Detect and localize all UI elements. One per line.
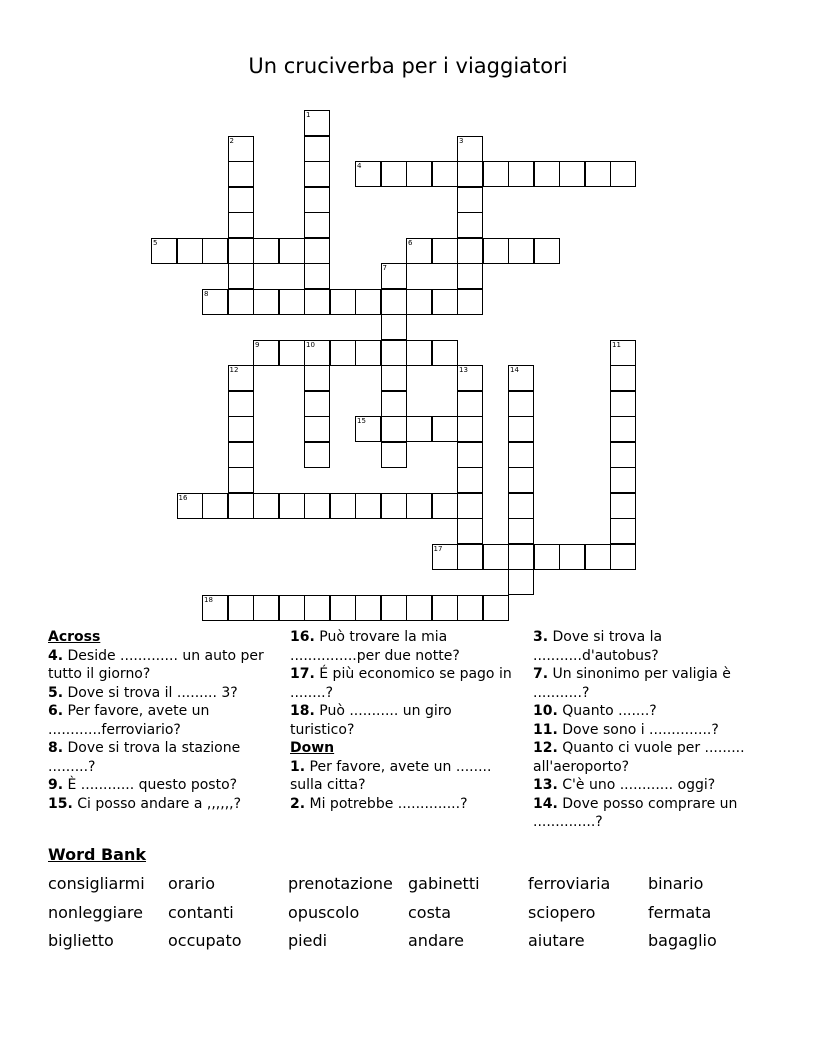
word-bank-item: bagaglio bbox=[648, 931, 717, 950]
grid-cell[interactable] bbox=[610, 467, 636, 493]
grid-cell[interactable] bbox=[457, 442, 483, 468]
clue-item bbox=[533, 795, 755, 832]
clue-item-text: Per favore, avete un ........ sulla citta? bbox=[290, 758, 492, 793]
grid-cell[interactable] bbox=[304, 416, 330, 442]
clue-item-text: Per favore, avete un ............ferroviario? bbox=[48, 703, 210, 738]
clue-number: 14 bbox=[510, 366, 519, 374]
grid-cell[interactable] bbox=[304, 187, 330, 213]
clue-item-number: 5. bbox=[48, 684, 64, 701]
clue-section-header: Down bbox=[290, 740, 335, 756]
clue-item bbox=[533, 739, 755, 776]
grid-cell[interactable] bbox=[304, 442, 330, 468]
grid-cell[interactable] bbox=[355, 161, 381, 187]
word-bank-item: prenotazione bbox=[288, 874, 393, 893]
clue-number: 9 bbox=[255, 340, 260, 349]
clue-item bbox=[290, 628, 518, 665]
clue-number: 2 bbox=[229, 136, 234, 145]
clue-item-number: 10. bbox=[533, 703, 558, 719]
clue-number: 13 bbox=[459, 366, 468, 374]
word-bank-item: fermata bbox=[648, 903, 712, 922]
grid-cell[interactable] bbox=[508, 391, 534, 417]
clue-item-text: É più economico se pago in ........? bbox=[290, 666, 512, 701]
grid-cell[interactable] bbox=[228, 391, 254, 417]
grid-cell[interactable] bbox=[483, 544, 509, 570]
grid-cell[interactable] bbox=[330, 595, 356, 621]
clue-item-text: Quanto .......? bbox=[557, 703, 657, 719]
grid-cell[interactable] bbox=[177, 493, 203, 519]
grid-cell[interactable] bbox=[508, 467, 534, 493]
grid-cell[interactable] bbox=[508, 416, 534, 442]
grid-cell[interactable] bbox=[253, 238, 279, 264]
clue-item-number: 1. bbox=[290, 758, 306, 775]
grid-cell[interactable] bbox=[228, 289, 254, 315]
word-bank-item: contanti bbox=[168, 903, 234, 922]
grid-cell[interactable] bbox=[457, 595, 483, 621]
clue-item-text: Deside ............. un auto per tutto il giorno? bbox=[48, 647, 264, 682]
clue-item-number: 16. bbox=[290, 629, 315, 645]
grid-cell[interactable] bbox=[432, 161, 458, 187]
clue-item-text: Dove si trova il ......... 3? bbox=[63, 684, 238, 701]
clue-item-number: 8. bbox=[48, 740, 64, 756]
clue-number: 7 bbox=[382, 264, 387, 272]
clue-item-number: 6. bbox=[48, 703, 64, 719]
grid-cell[interactable] bbox=[508, 544, 534, 570]
grid-cell[interactable] bbox=[534, 544, 560, 570]
grid-cell[interactable] bbox=[406, 595, 432, 621]
grid-cell[interactable] bbox=[253, 340, 279, 366]
grid-cell[interactable] bbox=[228, 467, 254, 493]
grid-cell[interactable] bbox=[432, 416, 458, 442]
clue-number: 5 bbox=[153, 238, 158, 247]
grid-cell[interactable] bbox=[610, 161, 636, 187]
clue-item-number: 17. bbox=[290, 666, 315, 682]
clue-item-number: 11. bbox=[533, 721, 558, 738]
clue-item-text: È ............ questo posto? bbox=[63, 777, 238, 793]
clue-item-text: C'è uno ............ oggi? bbox=[557, 777, 716, 793]
grid-cell[interactable] bbox=[585, 161, 611, 187]
word-bank-item: sciopero bbox=[528, 903, 596, 922]
clue-number: 6 bbox=[408, 238, 413, 247]
grid-cell[interactable] bbox=[355, 289, 381, 315]
grid-cell[interactable] bbox=[228, 263, 254, 289]
grid-cell[interactable] bbox=[457, 467, 483, 493]
clue-item bbox=[290, 702, 518, 739]
grid-cell[interactable] bbox=[534, 238, 560, 264]
word-bank-title: Word Bank bbox=[48, 845, 147, 864]
word-bank-item: costa bbox=[408, 903, 451, 922]
grid-cell[interactable] bbox=[304, 289, 330, 315]
word-bank-item: andare bbox=[408, 931, 464, 950]
grid-cell[interactable] bbox=[508, 161, 534, 187]
grid-cell[interactable] bbox=[381, 365, 407, 391]
clue-item-number: 15. bbox=[48, 795, 73, 812]
word-bank-item: nonleggiare bbox=[48, 903, 143, 922]
grid-cell[interactable] bbox=[610, 416, 636, 442]
clue-item-text: Dove si trova la stazione .........? bbox=[48, 740, 241, 775]
grid-cell[interactable] bbox=[228, 161, 254, 187]
grid-cell[interactable] bbox=[304, 391, 330, 417]
grid-cell[interactable] bbox=[432, 544, 458, 570]
clue-number: 18 bbox=[204, 595, 213, 604]
grid-cell[interactable] bbox=[457, 416, 483, 442]
clue-number: 17 bbox=[433, 544, 443, 553]
grid-cell[interactable] bbox=[406, 289, 432, 315]
word-bank-item: orario bbox=[168, 874, 215, 893]
grid-cell[interactable] bbox=[279, 595, 305, 621]
clue-item-number: 12. bbox=[533, 740, 558, 756]
grid-cell[interactable] bbox=[330, 493, 356, 519]
grid-cell[interactable] bbox=[355, 493, 381, 519]
grid-cell[interactable] bbox=[304, 238, 330, 264]
grid-cell[interactable] bbox=[381, 442, 407, 468]
grid-cell[interactable] bbox=[432, 493, 458, 519]
grid-cell[interactable] bbox=[228, 238, 254, 264]
grid-cell[interactable] bbox=[610, 365, 636, 391]
grid-cell[interactable] bbox=[432, 289, 458, 315]
clue-number: 15 bbox=[357, 417, 366, 425]
grid-cell[interactable] bbox=[508, 518, 534, 544]
word-bank-item: ferroviaria bbox=[528, 874, 611, 893]
clue-number: 12 bbox=[229, 366, 239, 374]
clue-item-number: 13. bbox=[533, 777, 558, 793]
clue-item bbox=[48, 647, 276, 684]
grid-cell[interactable] bbox=[457, 212, 483, 238]
grid-cell[interactable] bbox=[177, 238, 203, 264]
clue-item-text: Può ........... un giro turistico? bbox=[290, 703, 452, 738]
grid-cell[interactable] bbox=[432, 595, 458, 621]
grid-cell[interactable] bbox=[406, 340, 432, 366]
clue-item-number: 2. bbox=[290, 795, 306, 812]
clue-item-number: 4. bbox=[48, 647, 64, 664]
grid-cell[interactable] bbox=[483, 161, 509, 187]
grid-cell[interactable] bbox=[457, 187, 483, 213]
grid-cell[interactable] bbox=[610, 442, 636, 468]
grid-cell[interactable] bbox=[508, 442, 534, 468]
clue-item-text: Dove sono i ..............? bbox=[557, 721, 719, 738]
grid-cell[interactable] bbox=[304, 340, 330, 366]
grid-cell[interactable] bbox=[457, 238, 483, 264]
grid-cell[interactable] bbox=[508, 569, 534, 595]
clue-number: 16 bbox=[178, 493, 188, 502]
grid-cell[interactable] bbox=[457, 493, 483, 519]
clue-item bbox=[533, 628, 755, 665]
grid-cell[interactable] bbox=[304, 595, 330, 621]
word-bank-item: biglietto bbox=[48, 931, 114, 950]
grid-cell[interactable] bbox=[304, 161, 330, 187]
grid-cell[interactable] bbox=[585, 544, 611, 570]
clue-item-text: Dove posso comprare un ..............? bbox=[533, 795, 738, 830]
grid-cell[interactable] bbox=[483, 238, 509, 264]
clue-number: 11 bbox=[612, 340, 621, 349]
grid-cell[interactable] bbox=[228, 365, 254, 391]
clue-item-text: Quanto ci vuole per ......... all'aeroporto? bbox=[533, 740, 745, 775]
clue-item bbox=[533, 702, 755, 721]
page-title: Un cruciverba per i viaggiatori bbox=[248, 54, 568, 78]
grid-cell[interactable] bbox=[610, 518, 636, 544]
grid-cell[interactable] bbox=[432, 340, 458, 366]
grid-cell[interactable] bbox=[457, 136, 483, 162]
clue-item-number: 9. bbox=[48, 777, 64, 793]
clue-item-number: 3. bbox=[533, 629, 549, 645]
clue-item bbox=[290, 758, 518, 795]
grid-cell[interactable] bbox=[457, 544, 483, 570]
word-bank-item: aiutare bbox=[528, 931, 585, 950]
grid-cell[interactable] bbox=[483, 595, 509, 621]
grid-cell[interactable] bbox=[406, 161, 432, 187]
clue-item bbox=[533, 665, 755, 702]
clue-number: 10 bbox=[306, 340, 315, 349]
grid-cell[interactable] bbox=[610, 493, 636, 519]
grid-cell[interactable] bbox=[151, 238, 177, 264]
grid-cell[interactable] bbox=[228, 442, 254, 468]
word-bank-item: consigliarmi bbox=[48, 874, 145, 893]
clue-item-text: Dove si trova la ...........d'autobus? bbox=[533, 629, 663, 664]
grid-cell[interactable] bbox=[228, 187, 254, 213]
grid-cell[interactable] bbox=[355, 595, 381, 621]
grid-cell[interactable] bbox=[457, 365, 483, 391]
word-bank-item: occupato bbox=[168, 931, 242, 950]
grid-cell[interactable] bbox=[355, 340, 381, 366]
word-bank-item: opuscolo bbox=[288, 903, 360, 922]
clue-item-text: Un sinonimo per valigia è ...........? bbox=[533, 666, 731, 701]
grid-cell[interactable] bbox=[228, 595, 254, 621]
grid-cell[interactable] bbox=[228, 416, 254, 442]
grid-cell[interactable] bbox=[432, 238, 458, 264]
clue-item-text: Ci posso andare a ,,,,,,? bbox=[72, 795, 242, 812]
grid-cell[interactable] bbox=[457, 289, 483, 315]
clue-item-number: 14. bbox=[533, 795, 558, 812]
grid-cell[interactable] bbox=[457, 391, 483, 417]
grid-cell[interactable] bbox=[406, 238, 432, 264]
grid-cell[interactable] bbox=[559, 161, 585, 187]
grid-cell[interactable] bbox=[330, 289, 356, 315]
grid-cell[interactable] bbox=[381, 289, 407, 315]
grid-cell[interactable] bbox=[202, 595, 228, 621]
grid-cell[interactable] bbox=[228, 212, 254, 238]
grid-cell[interactable] bbox=[279, 493, 305, 519]
grid-cell[interactable] bbox=[279, 238, 305, 264]
grid-cell[interactable] bbox=[253, 493, 279, 519]
clue-number: 3 bbox=[459, 136, 464, 145]
grid-cell[interactable] bbox=[304, 110, 330, 136]
grid-cell[interactable] bbox=[304, 263, 330, 289]
grid-cell[interactable] bbox=[202, 238, 228, 264]
grid-cell[interactable] bbox=[304, 493, 330, 519]
grid-cell[interactable] bbox=[610, 340, 636, 366]
clue-item bbox=[533, 776, 755, 795]
grid-cell[interactable] bbox=[610, 391, 636, 417]
grid-cell[interactable] bbox=[253, 595, 279, 621]
clue-item bbox=[48, 702, 276, 739]
clues-column-2 bbox=[290, 628, 518, 813]
clue-number: 8 bbox=[204, 289, 209, 298]
grid-cell[interactable] bbox=[381, 340, 407, 366]
grid-cell[interactable] bbox=[228, 136, 254, 162]
clue-number: 1 bbox=[306, 111, 311, 119]
grid-cell[interactable] bbox=[202, 289, 228, 315]
grid-cell[interactable] bbox=[304, 365, 330, 391]
clues-column-3 bbox=[533, 628, 755, 832]
grid-cell[interactable] bbox=[253, 289, 279, 315]
grid-cell[interactable] bbox=[508, 238, 534, 264]
grid-cell[interactable] bbox=[381, 493, 407, 519]
clues-column-1 bbox=[48, 628, 276, 813]
clue-number: 4 bbox=[357, 162, 362, 170]
grid-cell[interactable] bbox=[381, 263, 407, 289]
clue-item-number: 18. bbox=[290, 703, 315, 719]
grid-cell[interactable] bbox=[610, 544, 636, 570]
grid-cell[interactable] bbox=[202, 493, 228, 519]
grid-cell[interactable] bbox=[279, 340, 305, 366]
grid-cell[interactable] bbox=[279, 289, 305, 315]
word-bank-item: gabinetti bbox=[408, 874, 480, 893]
clue-item-number: 7. bbox=[533, 666, 549, 682]
clue-item bbox=[290, 665, 518, 702]
grid-cell[interactable] bbox=[457, 518, 483, 544]
clue-item-text: Mi potrebbe ..............? bbox=[305, 795, 468, 812]
grid-cell[interactable] bbox=[381, 161, 407, 187]
grid-cell[interactable] bbox=[381, 416, 407, 442]
word-bank-item: piedi bbox=[288, 931, 328, 950]
clue-item bbox=[533, 721, 755, 740]
grid-cell[interactable] bbox=[304, 136, 330, 162]
grid-cell[interactable] bbox=[304, 212, 330, 238]
grid-cell[interactable] bbox=[355, 416, 381, 442]
clue-item-text: Può trovare la mia ...............per due notte? bbox=[290, 629, 460, 664]
clue-item bbox=[48, 776, 276, 795]
grid-cell[interactable] bbox=[534, 161, 560, 187]
word-bank-item: binario bbox=[648, 874, 704, 893]
grid-cell[interactable] bbox=[406, 416, 432, 442]
grid-cell[interactable] bbox=[228, 493, 254, 519]
clue-item bbox=[48, 795, 276, 814]
clue-item bbox=[48, 739, 276, 776]
grid-cell[interactable] bbox=[457, 263, 483, 289]
grid-cell[interactable] bbox=[381, 391, 407, 417]
grid-cell[interactable] bbox=[381, 314, 407, 340]
grid-cell[interactable] bbox=[406, 493, 432, 519]
grid-cell[interactable] bbox=[381, 595, 407, 621]
grid-cell[interactable] bbox=[457, 161, 483, 187]
clue-section-header: Across bbox=[48, 629, 101, 645]
clue-item bbox=[290, 795, 518, 814]
clue-item bbox=[48, 684, 276, 703]
grid-cell[interactable] bbox=[330, 340, 356, 366]
grid-cell[interactable] bbox=[508, 365, 534, 391]
grid-cell[interactable] bbox=[508, 493, 534, 519]
grid-cell[interactable] bbox=[559, 544, 585, 570]
